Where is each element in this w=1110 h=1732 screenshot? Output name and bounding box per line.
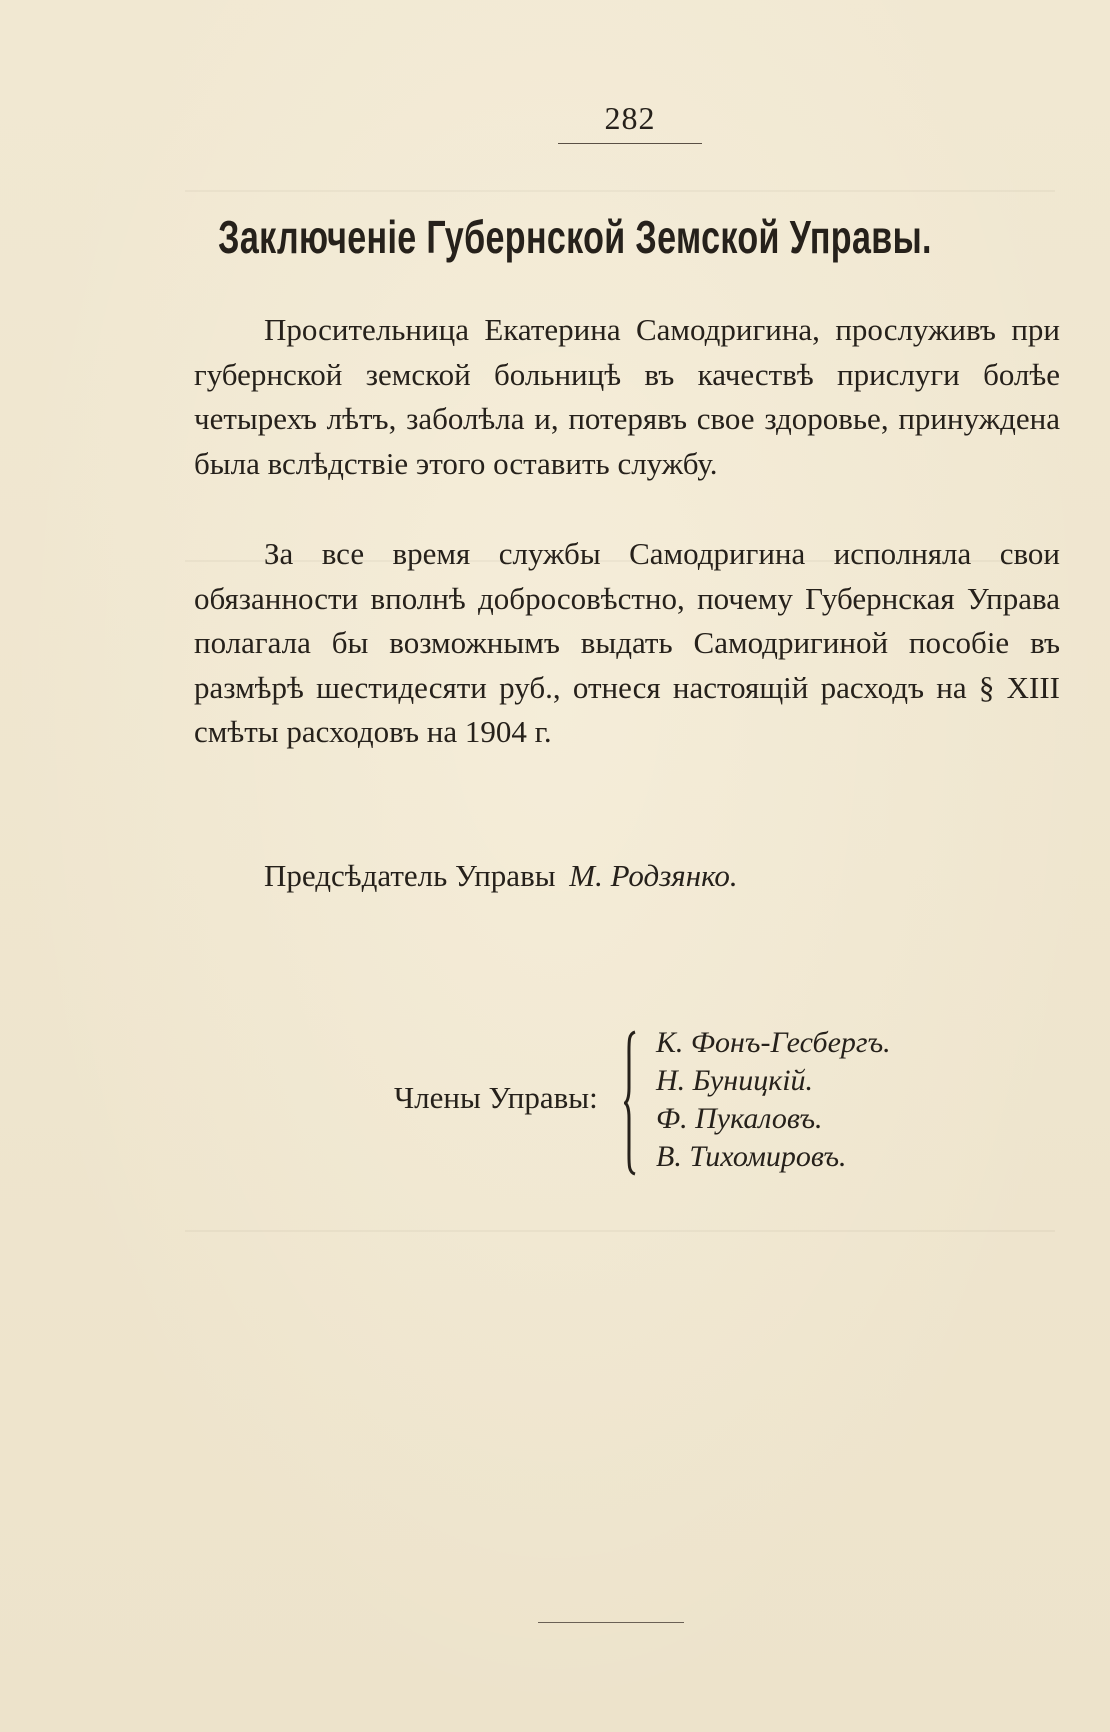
chairman-signature [264, 858, 738, 894]
page-title: Заключенiе Губернской Земской Управы. [218, 211, 932, 263]
chairman-name: М. Родзянко. [569, 858, 738, 893]
bottom-rule [538, 1622, 684, 1623]
member-name: К. Фонъ-Гесбергъ. [656, 1026, 891, 1059]
member-name: Ф. Пукаловъ. [656, 1102, 823, 1135]
bleed-through-line [185, 1230, 1055, 1232]
body-paragraph-1: Просительница Екатерина Самодригина, прослуживъ при губернской земской больницѣ въ качествѣ прислуги болѣе четырехъ лѣтъ, заболѣла и, потерявъ свое здоровье, принуждена была вслѣдствiе этого оставить службу. [194, 312, 1060, 481]
page-number-rule [558, 143, 702, 144]
members-list [656, 1024, 891, 1176]
member-name: Н. Буницкiй. [656, 1064, 814, 1097]
members-label: Члены Управы: [394, 1080, 598, 1115]
body-paragraph-2: За все время службы Самодригина исполняла свои обязанности вполнѣ добросовѣстно, почему Губернская Управа полагала бы возможнымъ выдать Самодригиной пособiе въ размѣрѣ шестидесяти руб., отнеся настоящiй расходъ на § XIII смѣты расходовъ на 1904 г. [194, 536, 1060, 749]
chairman-label: Предсѣдатель Управы [264, 858, 556, 893]
bleed-through-line [185, 190, 1055, 192]
curly-brace-icon [624, 1030, 638, 1176]
member-name: В. Тихомировъ. [656, 1140, 847, 1173]
page-number: 282 [604, 100, 656, 136]
